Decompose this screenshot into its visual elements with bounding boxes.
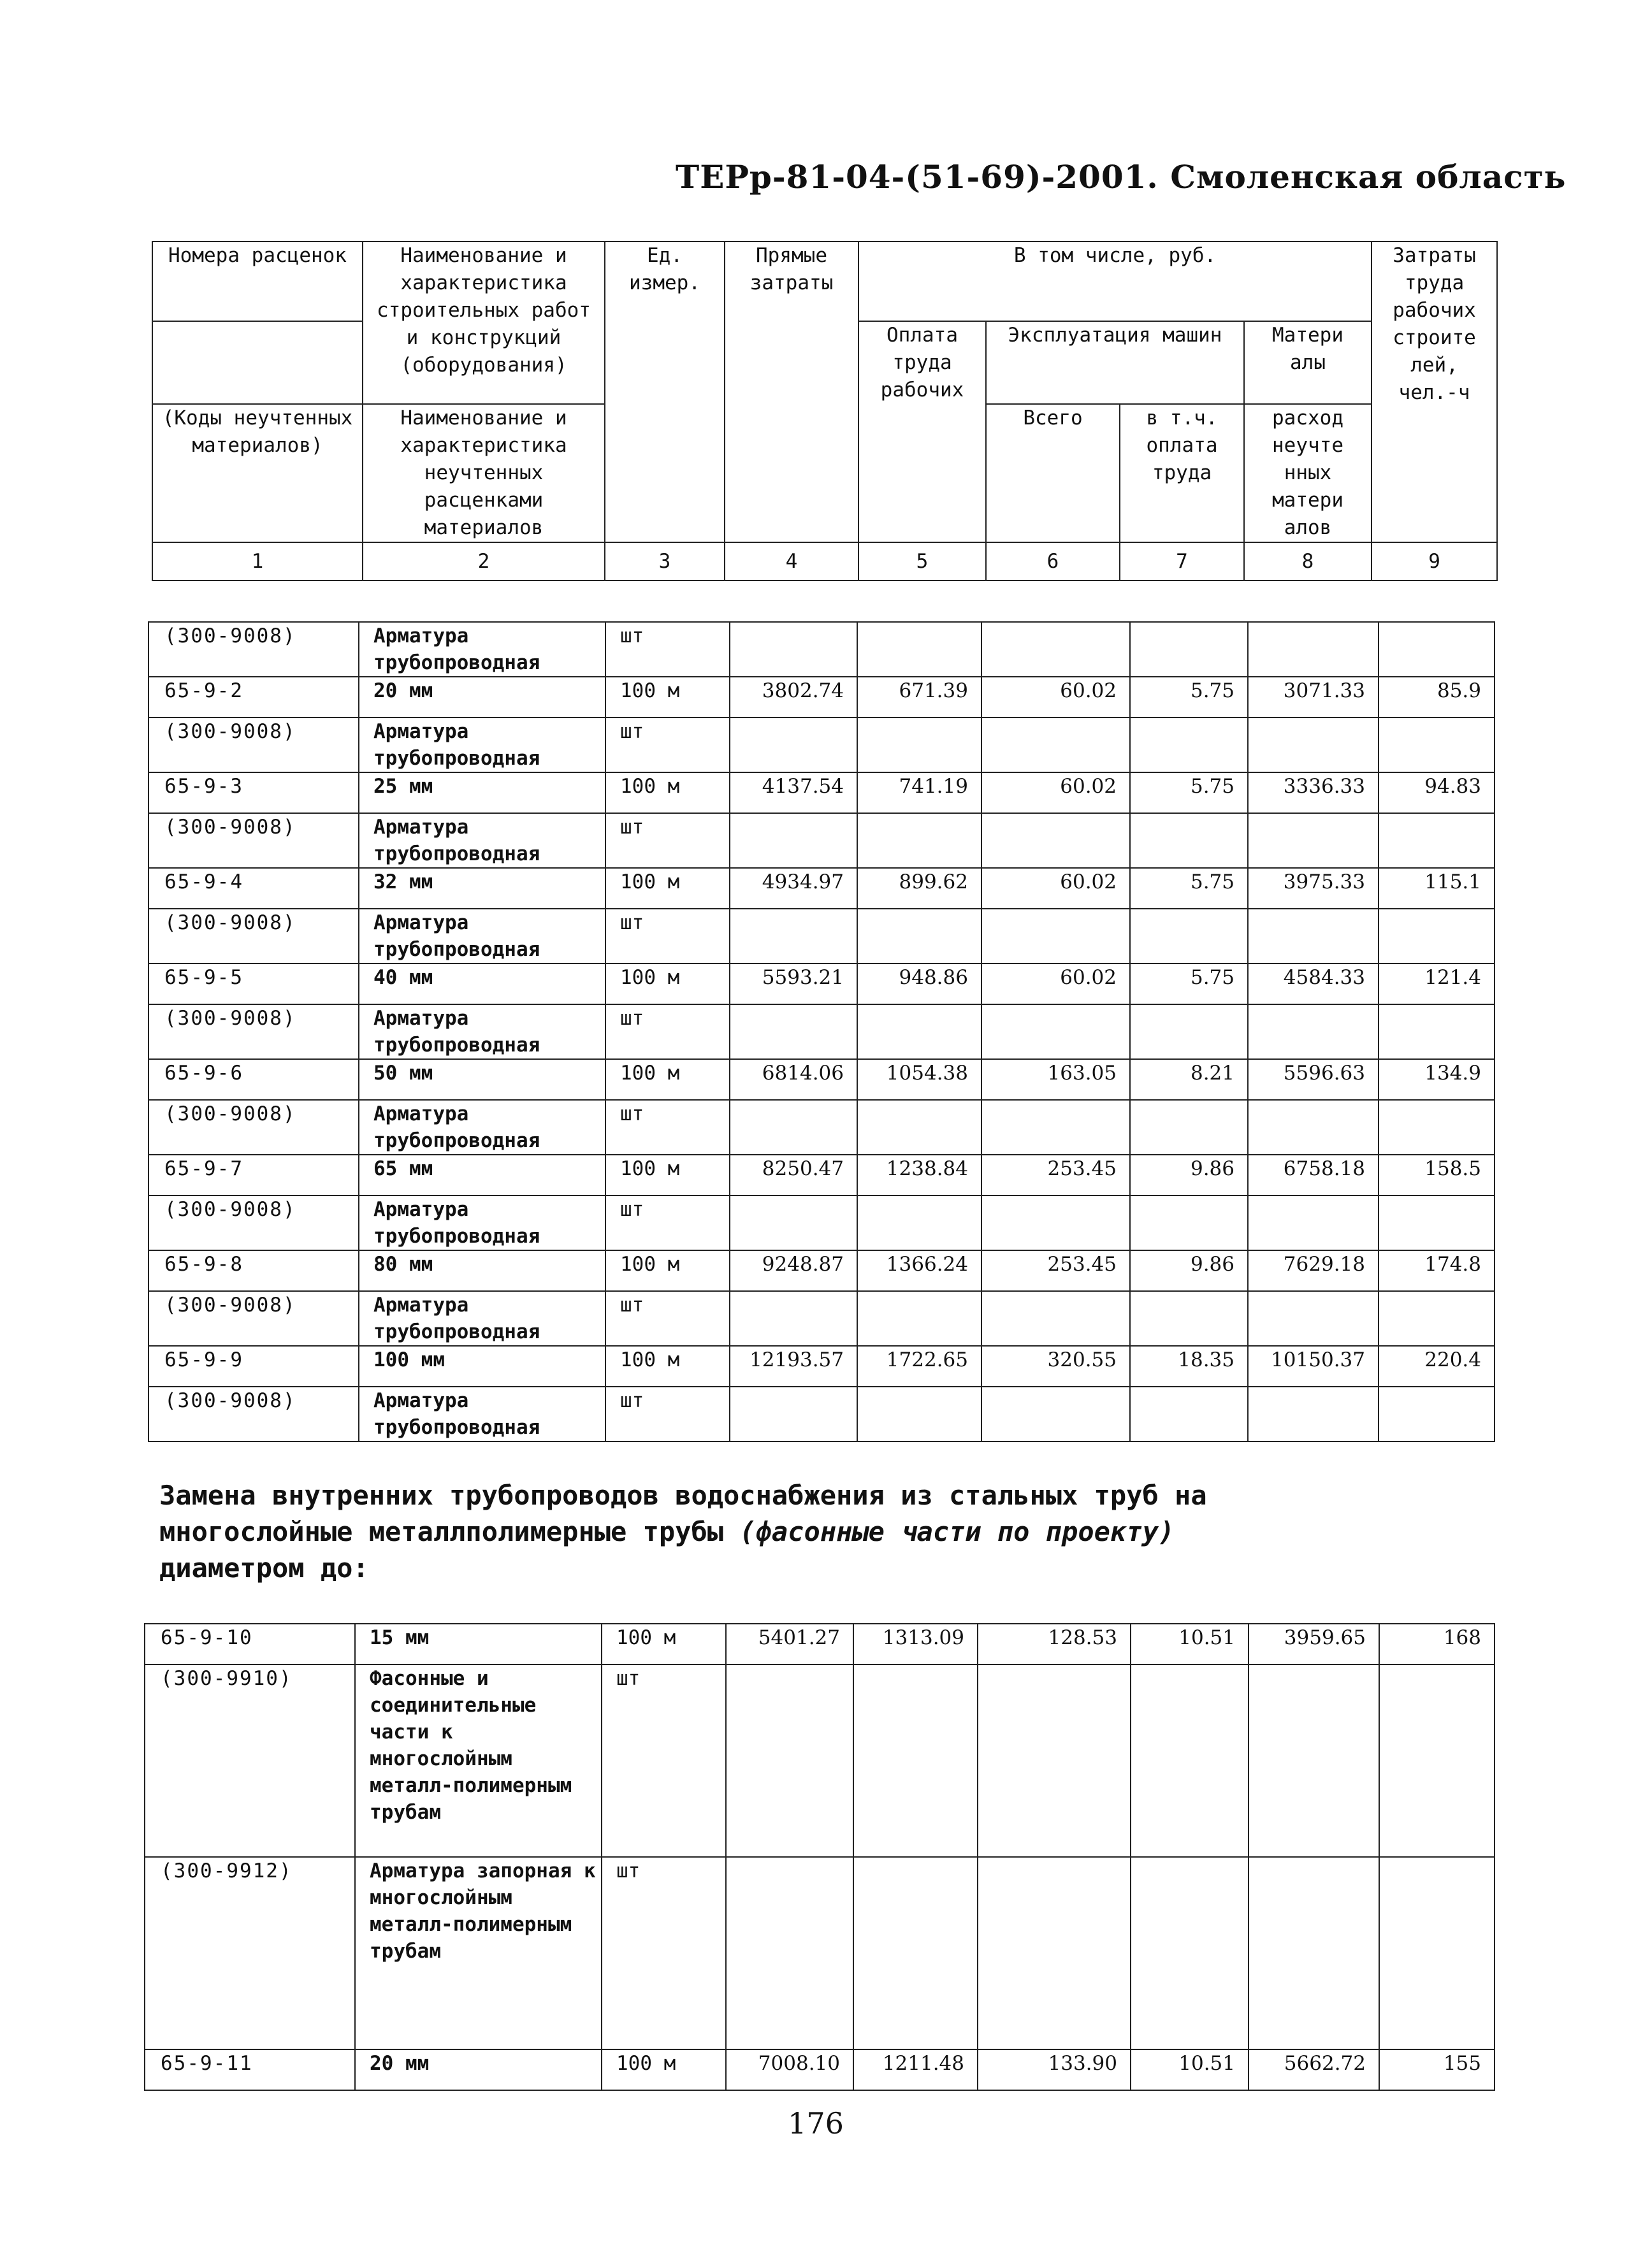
col-number: 6: [986, 542, 1120, 581]
cell-mach-labor: [1130, 622, 1248, 677]
cell-direct: 9248.87: [730, 1250, 857, 1291]
cell-code: 65-9-9: [148, 1346, 359, 1387]
cell-mat: [1248, 813, 1379, 868]
table-row: [148, 772, 1495, 813]
cell-direct: [730, 1387, 857, 1441]
cell-mach: [981, 718, 1130, 772]
cell-labor: [857, 813, 981, 868]
cell-labor: 1722.65: [857, 1346, 981, 1387]
header-col4: Прямые затраты: [725, 242, 858, 542]
cell-name: 40 мм: [359, 964, 605, 1004]
cell-mat: 7629.18: [1248, 1250, 1379, 1291]
cell-mach-labor: [1130, 1387, 1248, 1441]
header-col8: расход неучте нных матери алов: [1244, 404, 1372, 542]
cell-unit: 100 м: [605, 1346, 730, 1387]
cell-direct: [730, 813, 857, 868]
table-row: [148, 1059, 1495, 1100]
cell-direct: [730, 1100, 857, 1155]
cell-unit: шт: [605, 909, 730, 964]
cell-mat: 3336.33: [1248, 772, 1379, 813]
col-number: 7: [1120, 542, 1244, 581]
col-number: 2: [363, 542, 605, 581]
cell-mat: [1248, 1004, 1379, 1059]
cell-mat: 10150.37: [1248, 1346, 1379, 1387]
cell-mach: 253.45: [981, 1250, 1130, 1291]
cell-code: 65-9-11: [145, 2049, 355, 2090]
cell-name: Арматура трубопроводная: [359, 1387, 605, 1441]
cell-mat: 4584.33: [1248, 964, 1379, 1004]
cell-mat: [1248, 622, 1379, 677]
cell-hours: [1379, 1665, 1495, 1857]
cell-direct: 7008.10: [726, 2049, 853, 2090]
cell-unit: шт: [602, 1857, 726, 2049]
cell-labor: 1313.09: [853, 1624, 978, 1665]
cell-name: 50 мм: [359, 1059, 605, 1100]
table-row: [148, 964, 1495, 1004]
cell-mach-labor: 9.86: [1130, 1250, 1248, 1291]
cell-labor: [857, 1004, 981, 1059]
cell-labor: 671.39: [857, 677, 981, 718]
cell-unit: шт: [602, 1665, 726, 1857]
cell-code: (300-9008): [148, 813, 359, 868]
cell-name: 32 мм: [359, 868, 605, 909]
cell-hours: [1379, 1291, 1495, 1346]
table-row: [148, 1155, 1495, 1195]
cell-mach: 133.90: [978, 2049, 1131, 2090]
cell-name: Арматура трубопроводная: [359, 813, 605, 868]
rates-table-2: [144, 1623, 1495, 2091]
cell-code: (300-9008): [148, 1195, 359, 1250]
cell-unit: шт: [605, 1387, 730, 1441]
col-number: 5: [858, 542, 986, 581]
header-col1-spacer: [152, 321, 363, 404]
cell-mach: [981, 1195, 1130, 1250]
cell-mat: [1248, 1291, 1379, 1346]
header-col1-top: Номера расценок: [152, 242, 363, 321]
cell-mach-labor: [1130, 1004, 1248, 1059]
cell-mat: 3959.65: [1249, 1624, 1379, 1665]
cell-code: (300-9008): [148, 1387, 359, 1441]
cell-unit: шт: [605, 1004, 730, 1059]
cell-code: 65-9-3: [148, 772, 359, 813]
cell-mat: 6758.18: [1248, 1155, 1379, 1195]
cell-labor: 1238.84: [857, 1155, 981, 1195]
cell-hours: 134.9: [1379, 1059, 1495, 1100]
cell-mat: 3975.33: [1248, 868, 1379, 909]
cell-hours: 85.9: [1379, 677, 1495, 718]
cell-labor: 741.19: [857, 772, 981, 813]
table-row: [148, 813, 1495, 868]
cell-mach-labor: 18.35: [1130, 1346, 1248, 1387]
col-number: 8: [1244, 542, 1372, 581]
header-table: [152, 241, 1498, 581]
cell-hours: [1379, 909, 1495, 964]
cell-mat: 5662.72: [1249, 2049, 1379, 2090]
page-number: 176: [788, 2106, 844, 2141]
cell-name: Арматура трубопроводная: [359, 1004, 605, 1059]
col-number: 4: [725, 542, 858, 581]
table-row: [148, 1291, 1495, 1346]
cell-direct: [730, 1004, 857, 1059]
rates-table: [148, 621, 1495, 1442]
section-heading-line2: [159, 1513, 1491, 1550]
cell-labor: 899.62: [857, 868, 981, 909]
cell-unit: 100 м: [605, 964, 730, 1004]
cell-hours: 158.5: [1379, 1155, 1495, 1195]
cell-code: (300-9008): [148, 1100, 359, 1155]
cell-code: 65-9-10: [145, 1624, 355, 1665]
cell-code: (300-9008): [148, 1291, 359, 1346]
cell-mach: [981, 909, 1130, 964]
cell-mach-labor: 10.51: [1131, 2049, 1249, 2090]
cell-hours: 174.8: [1379, 1250, 1495, 1291]
cell-direct: 4934.97: [730, 868, 857, 909]
cell-mach-labor: [1130, 718, 1248, 772]
cell-mach: 320.55: [981, 1346, 1130, 1387]
cell-mach-labor: 8.21: [1130, 1059, 1248, 1100]
cell-mach: 128.53: [978, 1624, 1131, 1665]
table-row: [148, 1100, 1495, 1155]
table-row: [148, 1346, 1495, 1387]
cell-mach-labor: 9.86: [1130, 1155, 1248, 1195]
col-number: 9: [1372, 542, 1497, 581]
col-number: 3: [605, 542, 725, 581]
table-row: [145, 1665, 1495, 1857]
cell-unit: 100 м: [605, 1250, 730, 1291]
cell-hours: 94.83: [1379, 772, 1495, 813]
cell-code: (300-9008): [148, 718, 359, 772]
cell-code: (300-9008): [148, 1004, 359, 1059]
header-col9: Затраты труда рабочих строите лей, чел.-ч: [1372, 242, 1497, 542]
cell-unit: шт: [605, 1291, 730, 1346]
cell-name: Фасонные и соединительные части к многослойным металл-полимерным трубам: [355, 1665, 602, 1857]
cell-mach-labor: 5.75: [1130, 677, 1248, 718]
cell-hours: [1379, 1857, 1495, 2049]
cell-mach: [981, 622, 1130, 677]
cell-hours: [1379, 813, 1495, 868]
cell-labor: 1366.24: [857, 1250, 981, 1291]
cell-code: 65-9-4: [148, 868, 359, 909]
cell-hours: [1379, 1387, 1495, 1441]
cell-labor: 1211.48: [853, 2049, 978, 2090]
cell-name: 100 мм: [359, 1346, 605, 1387]
cell-unit: шт: [605, 1100, 730, 1155]
cell-name: Арматура трубопроводная: [359, 1291, 605, 1346]
cell-name: 20 мм: [359, 677, 605, 718]
cell-name: Арматура запорная к многослойным металл-полимерным трубам: [355, 1857, 602, 2049]
header-col2-top: Наименование и характеристика строительных работ и конструкций (оборудования): [363, 242, 605, 404]
cell-code: (300-9008): [148, 909, 359, 964]
cell-labor: 948.86: [857, 964, 981, 1004]
cell-mach: 163.05: [981, 1059, 1130, 1100]
cell-direct: [730, 1195, 857, 1250]
cell-direct: [726, 1665, 853, 1857]
cell-direct: 12193.57: [730, 1346, 857, 1387]
cell-labor: [857, 1100, 981, 1155]
cell-direct: 5593.21: [730, 964, 857, 1004]
cell-mat: 5596.63: [1248, 1059, 1379, 1100]
cell-direct: [730, 718, 857, 772]
cell-hours: [1379, 718, 1495, 772]
cell-mach-labor: 5.75: [1130, 868, 1248, 909]
cell-hours: [1379, 622, 1495, 677]
cell-mach: [981, 1100, 1130, 1155]
cell-name: 65 мм: [359, 1155, 605, 1195]
cell-mach: [978, 1665, 1131, 1857]
cell-mach-labor: [1131, 1857, 1249, 2049]
header-col3: Ед. измер.: [605, 242, 725, 542]
cell-name: Арматура трубопроводная: [359, 1100, 605, 1155]
cell-unit: шт: [605, 622, 730, 677]
cell-hours: 168: [1379, 1624, 1495, 1665]
section-heading: [159, 1477, 1491, 1586]
cell-mach: 60.02: [981, 772, 1130, 813]
cell-name: 25 мм: [359, 772, 605, 813]
cell-unit: 100 м: [605, 1155, 730, 1195]
cell-mach: 253.45: [981, 1155, 1130, 1195]
cell-name: 80 мм: [359, 1250, 605, 1291]
cell-labor: [853, 1857, 978, 2049]
page-title: ТЕРр-81-04-(51-69)-2001. Смоленская область: [676, 158, 1567, 196]
cell-mat: [1249, 1665, 1379, 1857]
col-number: 1: [152, 542, 363, 581]
cell-direct: [730, 909, 857, 964]
cell-labor: [857, 1387, 981, 1441]
header-materials: Матери алы: [1244, 321, 1372, 404]
cell-mach: 60.02: [981, 868, 1130, 909]
cell-direct: 6814.06: [730, 1059, 857, 1100]
cell-unit: 100 м: [602, 1624, 726, 1665]
table-row: [148, 622, 1495, 677]
cell-mat: [1248, 718, 1379, 772]
header-col6: Всего: [986, 404, 1120, 542]
table-row: [148, 1195, 1495, 1250]
cell-direct: 4137.54: [730, 772, 857, 813]
section-heading-line1: Замена внутренних трубопроводов водоснабжения из стальных труб на: [159, 1480, 1207, 1511]
cell-unit: 100 м: [602, 2049, 726, 2090]
header-col7: в т.ч. оплата труда: [1120, 404, 1244, 542]
cell-mat: [1248, 1100, 1379, 1155]
header-including: В том числе, руб.: [858, 242, 1372, 321]
cell-hours: [1379, 1100, 1495, 1155]
table-row: [148, 1387, 1495, 1441]
cell-labor: [857, 718, 981, 772]
cell-code: 65-9-2: [148, 677, 359, 718]
cell-direct: 5401.27: [726, 1624, 853, 1665]
cell-hours: 115.1: [1379, 868, 1495, 909]
cell-unit: шт: [605, 813, 730, 868]
cell-mach-labor: [1130, 909, 1248, 964]
header-col1-bottom: (Коды неучтенных материалов): [152, 404, 363, 542]
table-row: [145, 2049, 1495, 2090]
cell-direct: 3802.74: [730, 677, 857, 718]
cell-mat: [1249, 1857, 1379, 2049]
table-row: [148, 677, 1495, 718]
cell-name: Арматура трубопроводная: [359, 718, 605, 772]
cell-name: Арматура трубопроводная: [359, 622, 605, 677]
cell-mat: [1248, 1195, 1379, 1250]
section-heading-line2-text: многослойные металлполимерные трубы: [159, 1516, 740, 1547]
cell-labor: 1054.38: [857, 1059, 981, 1100]
cell-name: Арматура трубопроводная: [359, 909, 605, 964]
cell-code: 65-9-5: [148, 964, 359, 1004]
cell-mach-labor: [1130, 1195, 1248, 1250]
cell-unit: 100 м: [605, 1059, 730, 1100]
cell-unit: 100 м: [605, 868, 730, 909]
cell-mach: 60.02: [981, 964, 1130, 1004]
cell-hours: [1379, 1004, 1495, 1059]
cell-name: Арматура трубопроводная: [359, 1195, 605, 1250]
cell-direct: [726, 1857, 853, 2049]
cell-mat: [1248, 909, 1379, 964]
cell-mach-labor: [1130, 1291, 1248, 1346]
section-heading-line2-italic: (фасонные части по проекту): [739, 1516, 1175, 1547]
cell-code: 65-9-7: [148, 1155, 359, 1195]
cell-mat: 3071.33: [1248, 677, 1379, 718]
cell-mach-labor: 5.75: [1130, 772, 1248, 813]
cell-mach: 60.02: [981, 677, 1130, 718]
cell-code: (300-9912): [145, 1857, 355, 2049]
section-heading-line3: диаметром до:: [159, 1552, 369, 1584]
cell-direct: 8250.47: [730, 1155, 857, 1195]
cell-name: 15 мм: [355, 1624, 602, 1665]
cell-labor: [857, 909, 981, 964]
cell-mat: [1248, 1387, 1379, 1441]
table-row: [145, 1857, 1495, 2049]
cell-hours: 155: [1379, 2049, 1495, 2090]
cell-code: (300-9910): [145, 1665, 355, 1857]
cell-mach-labor: [1130, 813, 1248, 868]
cell-hours: [1379, 1195, 1495, 1250]
table-row: [148, 909, 1495, 964]
cell-mach-labor: 10.51: [1131, 1624, 1249, 1665]
table-row: [148, 868, 1495, 909]
cell-unit: 100 м: [605, 772, 730, 813]
table-row: [148, 1250, 1495, 1291]
cell-unit: шт: [605, 1195, 730, 1250]
cell-hours: 121.4: [1379, 964, 1495, 1004]
table-row: [148, 718, 1495, 772]
cell-mach: [981, 1387, 1130, 1441]
header-col2-bottom: Наименование и характеристика неучтенных расценками материалов: [363, 404, 605, 542]
cell-direct: [730, 622, 857, 677]
cell-labor: [857, 622, 981, 677]
cell-mach-labor: [1130, 1100, 1248, 1155]
cell-unit: 100 м: [605, 677, 730, 718]
cell-unit: шт: [605, 718, 730, 772]
cell-mach: [981, 813, 1130, 868]
cell-name: 20 мм: [355, 2049, 602, 2090]
cell-mach-labor: 5.75: [1130, 964, 1248, 1004]
cell-mach: [981, 1004, 1130, 1059]
cell-hours: 220.4: [1379, 1346, 1495, 1387]
cell-code: (300-9008): [148, 622, 359, 677]
table-row: [148, 1004, 1495, 1059]
cell-code: 65-9-6: [148, 1059, 359, 1100]
cell-labor: [853, 1665, 978, 1857]
cell-labor: [857, 1291, 981, 1346]
cell-mach: [981, 1291, 1130, 1346]
cell-labor: [857, 1195, 981, 1250]
cell-mach: [978, 1857, 1131, 2049]
header-machines: Эксплуатация машин: [986, 321, 1244, 404]
cell-mach-labor: [1131, 1665, 1249, 1857]
cell-direct: [730, 1291, 857, 1346]
table-row: [145, 1624, 1495, 1665]
cell-code: 65-9-8: [148, 1250, 359, 1291]
header-col5: Оплата труда рабочих: [858, 321, 986, 542]
